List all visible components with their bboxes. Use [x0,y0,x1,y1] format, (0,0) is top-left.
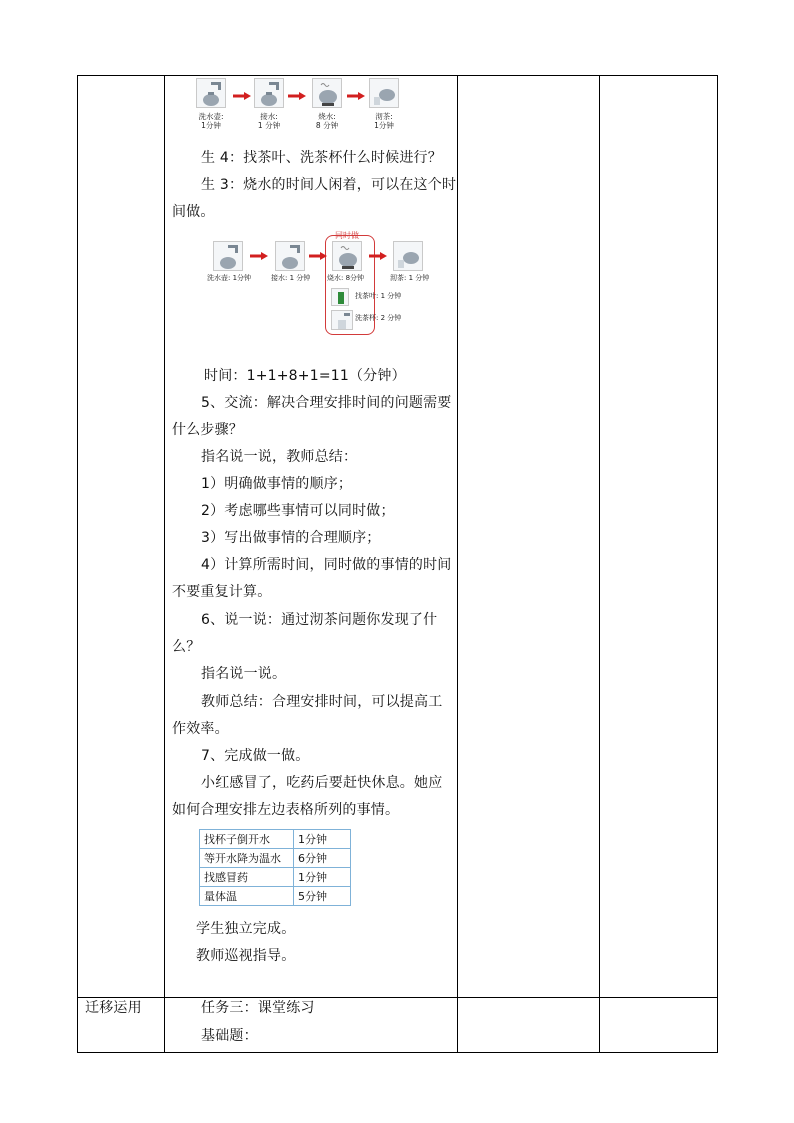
formula-line: 时间：1+1+8+1=11（分钟） [204,368,406,384]
paragraph-line: 什么步骤？ [172,422,243,438]
list-item: 1）明确做事情的顺序； [201,476,353,492]
tea-leaves-icon [331,288,349,306]
paragraph-line: 教师巡视指导。 [196,948,296,964]
paragraph-line: 间做。 [172,204,215,220]
teapot-icon [369,78,399,108]
paragraph-line: 如何合理安排左边表格所列的事情。 [172,802,400,818]
arrow-icon [233,92,251,100]
list-item: 2）考虑哪些事情可以同时做； [201,503,395,519]
parallel-label: 同时做 [335,231,359,240]
step-caption: 接水: 1 分钟 [257,112,281,130]
arrow-icon [347,92,365,100]
paragraph-line: 么？ [172,639,201,655]
paragraph-line: 指名说一说。 [201,666,287,682]
paragraph-line: 学生独立完成。 [196,921,296,937]
paragraph-line: 小红感冒了，吃药后要赶快休息。她应 [201,775,443,791]
arrow-icon [288,92,306,100]
time-cell: 5分钟 [294,887,351,906]
tea-process-figure [196,76,416,136]
column-divider [164,75,165,1053]
kettle-faucet-icon [196,78,226,108]
list-item: 4）计算所需时间，同时做的事情的时间 [201,557,452,573]
paragraph-line: 教师总结：合理安排时间，可以提高工 [201,694,443,710]
task-cell: 等开水降为温水 [200,849,294,868]
stage-label: 迁移运用 [85,1000,142,1016]
kettle-faucet-icon [254,78,284,108]
task-cell: 找感冒药 [200,868,294,887]
task-time-table [199,829,351,906]
task-cell: 找杯子倒开水 [200,830,294,849]
paragraph-line: 6、说一说：通过沏茶问题你发现了什 [201,612,438,628]
step-caption: 烧水: 8 分钟 [315,112,339,130]
paragraph-line: 基础题： [201,1028,258,1044]
task-title: 任务三：课堂练习 [201,1000,315,1016]
table-row [200,868,351,887]
kettle-faucet-icon [275,241,305,271]
table-row [200,830,351,849]
task-cell: 量体温 [200,887,294,906]
step-caption: 烧水: 8分钟 [327,274,365,282]
paragraph-line: 5、交流：解决合理安排时间的问题需要 [201,395,452,411]
row-divider [77,997,718,998]
step-caption: 沏茶: 1分钟 [374,112,394,130]
column-divider [457,75,458,1053]
time-cell: 1分钟 [294,868,351,887]
kettle-boil-icon [332,241,362,271]
table-row [200,849,351,868]
paragraph-line: 指名说一说，教师总结： [201,449,358,465]
paragraph-line: 7、完成做一做。 [201,748,310,764]
paragraph-line: 作效率。 [172,721,229,737]
step-caption: 洗水壶: 1分钟 [198,112,224,130]
paragraph-line: 生 3：烧水的时间人闲着，可以在这个时 [201,177,457,193]
step-caption: 洗茶杯: 2 分钟 [355,314,402,322]
step-caption: 沏茶: 1 分钟 [390,274,430,282]
paragraph-line: 生 4：找茶叶、洗茶杯什么时候进行？ [201,150,442,166]
table-bottom-border [77,1052,718,1053]
table-row [200,887,351,906]
table-left-border [77,75,78,1053]
arrow-icon [250,252,268,260]
cup-washing-icon [331,310,353,330]
teapot-icon [393,241,423,271]
kettle-boil-icon [312,78,342,108]
arrow-icon [369,252,387,260]
time-cell: 6分钟 [294,849,351,868]
list-item: 3）写出做事情的合理顺序； [201,530,381,546]
step-caption: 找茶叶: 1 分钟 [355,292,402,300]
time-cell: 1分钟 [294,830,351,849]
table-right-border [717,75,718,1053]
paragraph-line: 不要重复计算。 [172,584,272,600]
arrow-icon [309,252,327,260]
step-caption: 接水: 1 分钟 [271,274,311,282]
step-caption: 洗水壶: 1分钟 [207,274,252,282]
optimized-process-figure [205,230,435,340]
column-divider [599,75,600,1053]
kettle-faucet-icon [213,241,243,271]
